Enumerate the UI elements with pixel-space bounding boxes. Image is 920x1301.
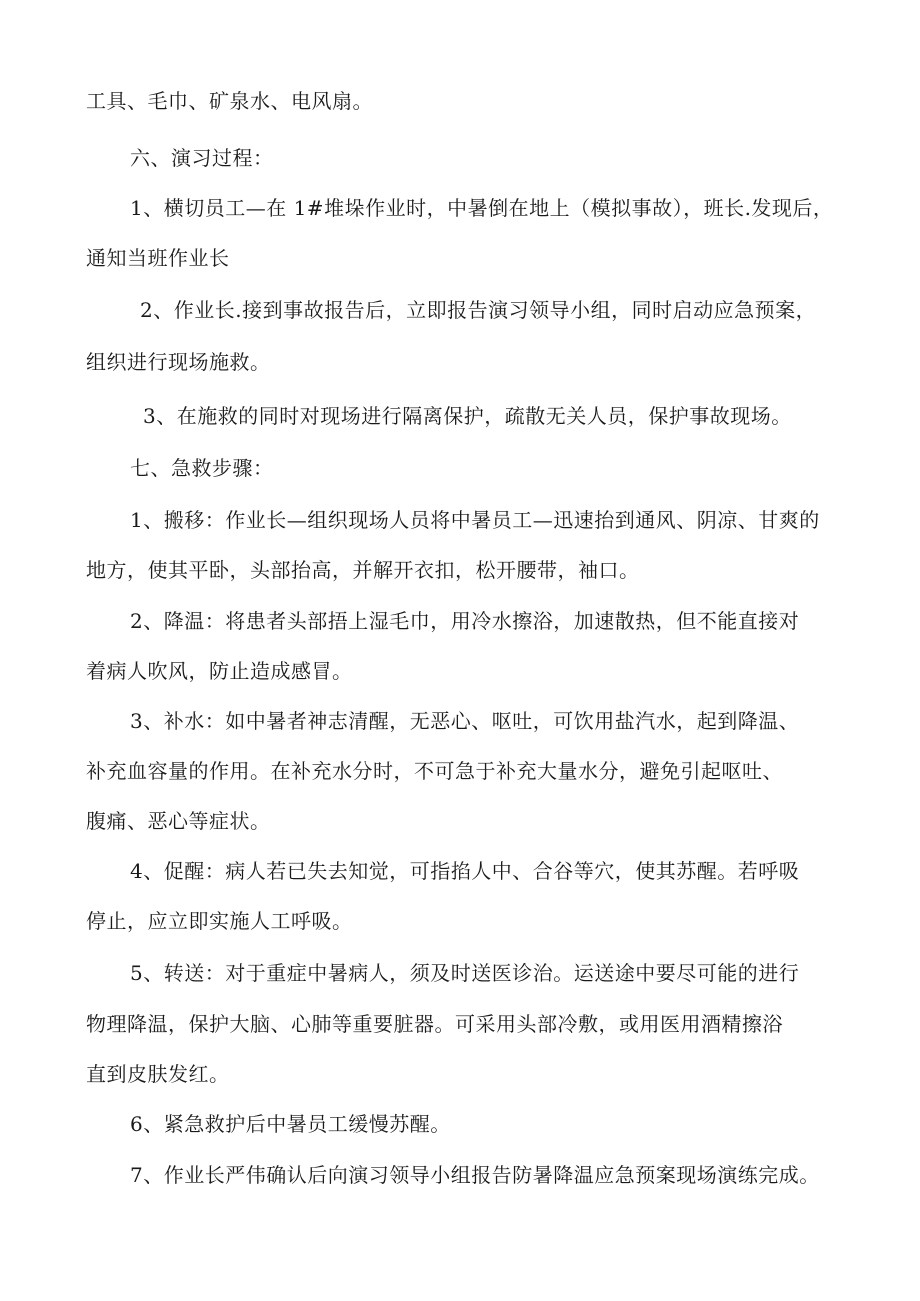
text-line: 1、搬移：作业长—组织现场人员将中暑员工—迅速抬到通风、阴凉、甘爽的 (130, 508, 820, 532)
text-line: 物理降温，保护大脑、心肺等重要脏器。可采用头部冷敷，或用医用酒精擦浴 (86, 1012, 783, 1036)
text-line: 3、在施救的同时对现场进行隔离保护，疏散无关人员，保护事故现场。 (143, 404, 792, 428)
text-line: 着病人吹风，防止造成感冒。 (86, 659, 353, 683)
text-line: 直到皮肤发红。 (86, 1062, 230, 1086)
text-line: 2、降温：将患者头部捂上湿毛巾，用冷水擦浴，加速散热，但不能直接对 (130, 609, 800, 633)
text-line: 停止，应立即实施人工呼吸。 (86, 909, 353, 933)
section-heading: 七、急救步骤： (130, 456, 274, 480)
text-line: 地方，使其平卧，头部抬高，并解开衣扣，松开腰带，袖口。 (86, 558, 640, 582)
text-line: 通知当班作业长 (86, 246, 230, 270)
text-line: 5、转送：对于重症中暑病人，须及时送医诊治。运送途中要尽可能的进行 (130, 961, 800, 985)
text-line: 2、作业长.接到事故报告后，立即报告演习领导小组，同时启动应急预案， (140, 298, 817, 322)
text-line: 1、横切员工—在 1#堆垛作业时，中暑倒在地上（模拟事故），班长.发现后， (130, 196, 834, 220)
text-line: 腹痛、恶心等症状。 (86, 809, 271, 833)
text-line: 3、补水：如中暑者神志清醒，无恶心、呕吐，可饮用盐汽水，起到降温、 (130, 709, 800, 733)
section-heading: 六、演习过程： (130, 146, 274, 170)
text-line: 工具、毛巾、矿泉水、电风扇。 (86, 89, 373, 113)
text-line: 4、促醒：病人若已失去知觉，可指掐人中、合谷等穴，使其苏醒。若呼吸 (130, 859, 800, 883)
text-line: 组织进行现场施救。 (86, 350, 271, 374)
text-line: 6、紧急救护后中暑员工缓慢苏醒。 (130, 1112, 451, 1136)
text-line: 7、作业长严伟确认后向演习领导小组报告防暑降温应急预案现场演练完成。 (130, 1163, 820, 1187)
text-line: 补充血容量的作用。在补充水分时，不可急于补充大量水分，避免引起呕吐、 (86, 759, 783, 783)
